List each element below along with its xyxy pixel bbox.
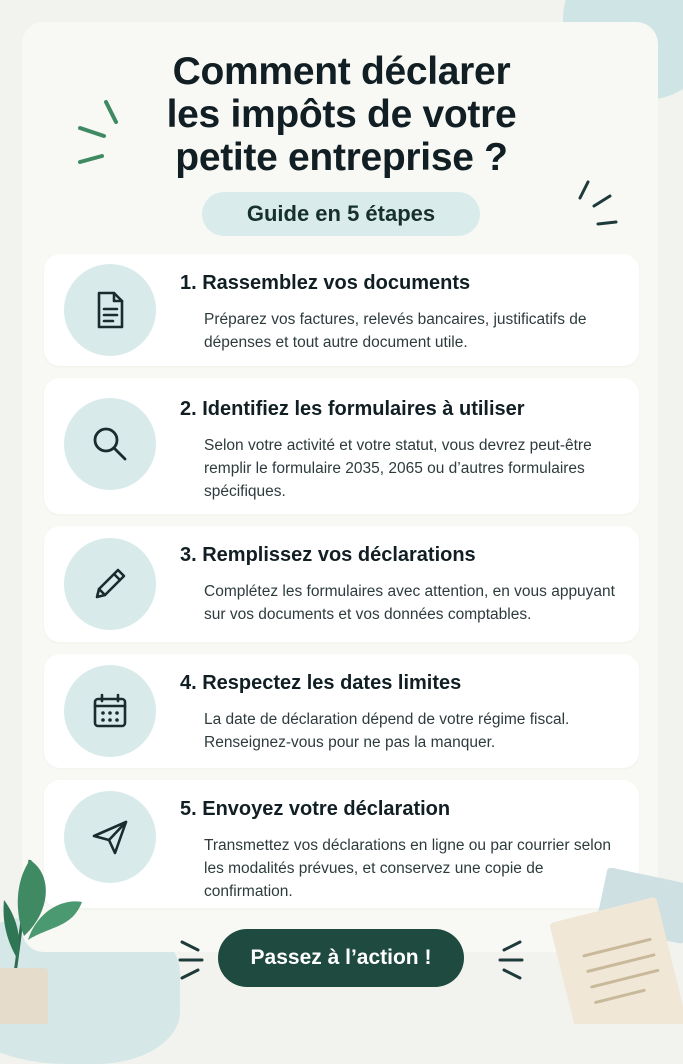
step-heading: 5. Envoyez votre déclaration (180, 798, 451, 820)
calendar-icon (88, 689, 132, 733)
step-description: La date de déclaration dépend de votre régime fiscal. Renseignez-vous pour ne pas la manquer. (204, 711, 570, 751)
step-heading: 2. Identifiez les formulaires à utiliser (180, 398, 525, 420)
step-description: Complétez les formulaires avec attention, en vous appuyant sur vos documents et vos données comptables. (204, 583, 615, 623)
step-heading: 1. Rassemblez vos documents (180, 272, 471, 294)
step-card-3 (44, 526, 639, 642)
document-icon (88, 288, 132, 332)
sparkle-icon (176, 936, 210, 984)
search-icon (88, 422, 132, 466)
plant-illustration (0, 840, 90, 1024)
step-card-2 (44, 378, 639, 514)
subtitle-badge: Guide en 5 étapes (202, 192, 480, 236)
step-description: Selon votre activité et votre statut, vous devrez peut-être remplir le formulaire 2035, 2065 ou d’autres formulaires spécifiques. (204, 437, 592, 500)
call-to-action-button[interactable]: Passez à l’action ! (218, 929, 464, 987)
sparkle-icon (492, 936, 526, 984)
step-card-4 (44, 654, 639, 768)
send-icon (88, 815, 132, 859)
icon-badge (64, 538, 156, 630)
step-description: Transmettez vos déclarations en ligne ou par courrier selon les modalités prévues, et conservez une copie de confirmation. (204, 837, 611, 900)
step-description: Préparez vos factures, relevés bancaires, justificatifs de dépenses et tout autre document utile. (204, 311, 587, 351)
sparkle-icon (572, 176, 622, 236)
page-title: Comment déclarer les impôts de votre petite entreprise ? (166, 50, 517, 179)
step-heading: 4. Respectez les dates limites (180, 672, 462, 694)
icon-badge (64, 665, 156, 757)
pencil-icon (88, 562, 132, 606)
icon-badge (64, 264, 156, 356)
icon-badge (64, 398, 156, 490)
documents-illustration (538, 868, 683, 1024)
step-heading: 3. Remplissez vos déclarations (180, 544, 476, 566)
step-card-1 (44, 254, 639, 366)
